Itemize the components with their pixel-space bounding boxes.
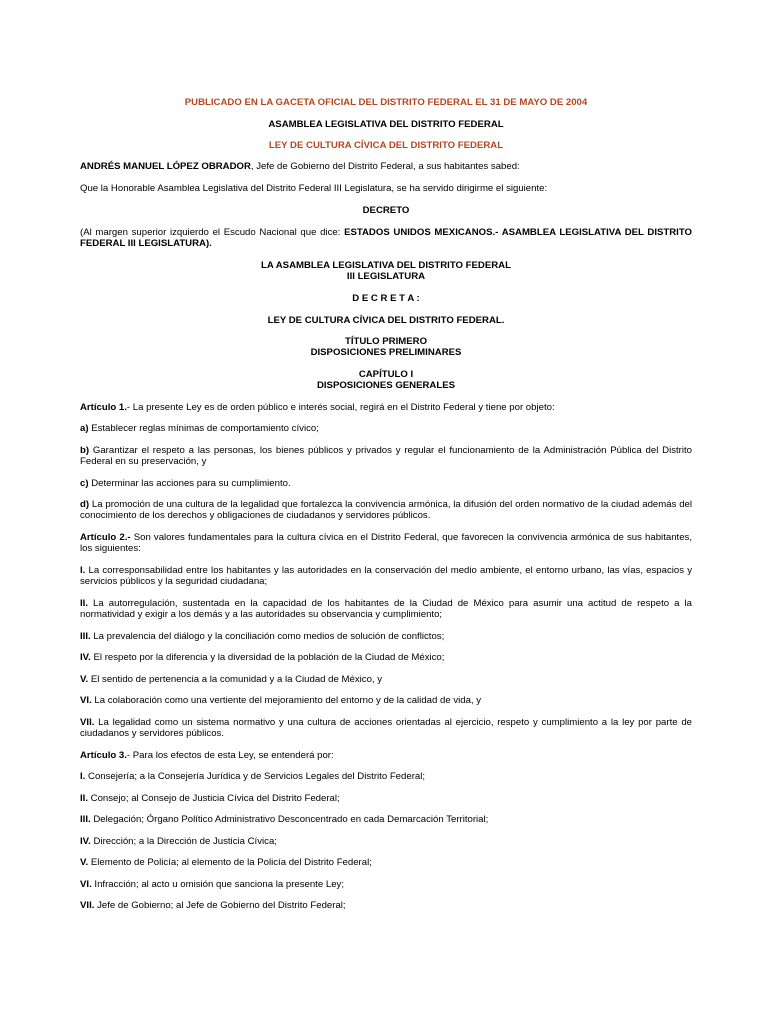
item-mark: a) bbox=[80, 423, 89, 434]
titulo-line-2: DISPOSICIONES PRELIMINARES bbox=[310, 347, 462, 358]
article-1-item-b bbox=[80, 445, 692, 467]
article-2-item-5 bbox=[80, 674, 692, 685]
author-rest: , Jefe de Gobierno del Distrito Federal, a sus habitantes sabed: bbox=[250, 161, 520, 172]
article-3-item-7 bbox=[80, 900, 692, 911]
ley-heading: LEY DE CULTURA CÍVICA DEL DISTRITO FEDERAL. bbox=[267, 315, 505, 326]
article-3-intro bbox=[80, 750, 692, 761]
item-mark: d) bbox=[80, 499, 90, 510]
item-mark: I. bbox=[80, 771, 86, 782]
item-mark: IV. bbox=[80, 836, 91, 847]
item-text: Consejo; al Consejo de Justicia Cívica del Distrito Federal; bbox=[88, 793, 340, 804]
article-1-text: - La presente Ley es de orden público e interés social, regirá en el Distrito Federal y tiene por objeto: bbox=[126, 402, 555, 413]
article-2-label: Artículo 2.- bbox=[80, 532, 131, 543]
item-text: Dirección; a la Dirección de Justicia Cívica; bbox=[90, 836, 277, 847]
margen-bold: ESTADOS UNIDOS MEXICANOS.- ASAMBLEA LEGISLATIVA DEL DISTRITO FEDERAL III LEGISLATURA). bbox=[80, 227, 692, 249]
article-3-item-3 bbox=[80, 814, 692, 825]
article-2-item-1 bbox=[80, 565, 692, 587]
capitulo-block bbox=[80, 369, 692, 391]
decreta-heading: D E C R E T A : bbox=[352, 293, 420, 304]
article-2-item-2 bbox=[80, 598, 692, 620]
article-3-item-4 bbox=[80, 836, 692, 847]
author-name: ANDRÉS MANUEL LÓPEZ OBRADOR bbox=[80, 161, 251, 172]
publication-line: PUBLICADO EN LA GACETA OFICIAL DEL DISTRITO FEDERAL EL 31 DE MAYO DE 2004 bbox=[184, 97, 588, 108]
article-3-text: - Para los efectos de esta Ley, se entenderá por: bbox=[126, 750, 334, 761]
article-3-item-5 bbox=[80, 857, 692, 868]
item-text: Determinar las acciones para su cumplimiento. bbox=[88, 478, 291, 489]
item-mark: VII. bbox=[80, 717, 95, 728]
asamblea-line-2: III LEGISLATURA bbox=[346, 271, 426, 282]
item-mark: c) bbox=[80, 478, 89, 489]
item-mark: IV. bbox=[80, 652, 91, 663]
item-text: Infracción; al acto u omisión que sanciona la presente Ley; bbox=[91, 879, 344, 890]
article-2-item-7 bbox=[80, 717, 692, 739]
capitulo-line-1: CAPÍTULO I bbox=[358, 369, 414, 380]
law-title: LEY DE CULTURA CÍVICA DEL DISTRITO FEDERAL bbox=[268, 140, 504, 151]
item-text: Delegación; Órgano Político Administrativo Desconcentrado en cada Demarcación Territorial; bbox=[90, 814, 489, 825]
item-text: Elemento de Policía; al elemento de la Policía del Distrito Federal; bbox=[88, 857, 372, 868]
item-mark: III. bbox=[80, 814, 91, 825]
article-2-item-4 bbox=[80, 652, 692, 663]
article-1-item-d bbox=[80, 499, 692, 521]
capitulo-line-2: DISPOSICIONES GENERALES bbox=[316, 380, 456, 391]
item-mark: V. bbox=[80, 674, 89, 685]
article-1-intro bbox=[80, 402, 692, 413]
article-3-label: Artículo 3. bbox=[80, 750, 127, 761]
item-mark: b) bbox=[80, 445, 90, 456]
article-1-item-c bbox=[80, 478, 692, 489]
item-text: La prevalencia del diálogo y la conciliación como medios de solución de conflictos; bbox=[90, 631, 445, 642]
item-text: El respeto por la diferencia y la diversidad de la población de la Ciudad de México; bbox=[90, 652, 445, 663]
article-2-item-6 bbox=[80, 695, 692, 706]
author-paragraph bbox=[80, 161, 692, 172]
decreto-heading: DECRETO bbox=[362, 205, 410, 216]
article-2-intro bbox=[80, 532, 692, 554]
article-3-item-6 bbox=[80, 879, 692, 890]
titulo-block bbox=[80, 336, 692, 358]
item-mark: VI. bbox=[80, 879, 92, 890]
article-2-text: Son valores fundamentales para la cultura cívica en el Distrito Federal, que favorecen la convivencia armónica de sus habitantes, los siguientes: bbox=[80, 532, 692, 554]
item-text: La autorregulación, sustentada en la capacidad de los habitantes de la Ciudad de México para asumir una actitud de respeto a la normatividad y exigir a los demás y a las autoridades su observancia y cumplimiento; bbox=[80, 598, 692, 620]
item-text: Establecer reglas mínimas de comportamiento cívico; bbox=[88, 423, 319, 434]
item-text: El sentido de pertenencia a la comunidad y a la Ciudad de México, y bbox=[88, 674, 383, 685]
asamblea-heading: ASAMBLEA LEGISLATIVA DEL DISTRITO FEDERAL bbox=[268, 119, 504, 130]
article-1-item-a bbox=[80, 423, 692, 434]
item-text: Consejería; a la Consejería Jurídica y de Servicios Legales del Distrito Federal; bbox=[85, 771, 426, 782]
item-text: Jefe de Gobierno; al Jefe de Gobierno del Distrito Federal; bbox=[94, 900, 346, 911]
article-3-item-1 bbox=[80, 771, 692, 782]
asamblea-line-1: LA ASAMBLEA LEGISLATIVA DEL DISTRITO FEDERAL bbox=[261, 260, 511, 271]
article-3-item-2 bbox=[80, 793, 692, 804]
article-2-item-3 bbox=[80, 631, 692, 642]
item-text: La corresponsabilidad entre los habitantes y las autoridades en la conservación del medio ambiente, el entorno urbano, las vías, espacios y servicios públicos y la seguridad ciudadana; bbox=[80, 565, 692, 587]
margen-text: (Al margen superior izquierdo el Escudo Nacional que dice: bbox=[80, 227, 345, 238]
que-paragraph: Que la Honorable Asamblea Legislativa del Distrito Federal III Legislatura, se ha servido dirigirme el siguiente: bbox=[80, 183, 548, 194]
item-text: La promoción de una cultura de la legalidad que fortalezca la convivencia armónica, la difusión del orden normativo de la ciudad además del conocimiento de los derechos y obligaciones de ciudadanos y servidores públicos. bbox=[80, 499, 692, 521]
article-1-label: Artículo 1. bbox=[80, 402, 127, 413]
item-text: Garantizar el respeto a las personas, los bienes públicos y privados y regular el funcionamiento de la Administración Pública del Distrito Federal en su preservación, y bbox=[80, 445, 692, 467]
item-mark: VI. bbox=[80, 695, 92, 706]
item-mark: II. bbox=[80, 598, 88, 609]
asamblea-block bbox=[80, 260, 692, 282]
titulo-line-1: TÍTULO PRIMERO bbox=[344, 336, 428, 347]
item-mark: III. bbox=[80, 631, 91, 642]
item-mark: I. bbox=[80, 565, 86, 576]
margen-paragraph bbox=[80, 227, 692, 249]
item-mark: V. bbox=[80, 857, 89, 868]
item-text: La colaboración como una vertiente del mejoramiento del entorno y de la calidad de vida, y bbox=[91, 695, 482, 706]
item-mark: VII. bbox=[80, 900, 95, 911]
item-text: La legalidad como un sistema normativo y una cultura de acciones orientadas al ejercicio, respeto y cumplimiento a la ley por parte de ciudadanos y servidores públicos. bbox=[80, 717, 692, 739]
item-mark: II. bbox=[80, 793, 88, 804]
